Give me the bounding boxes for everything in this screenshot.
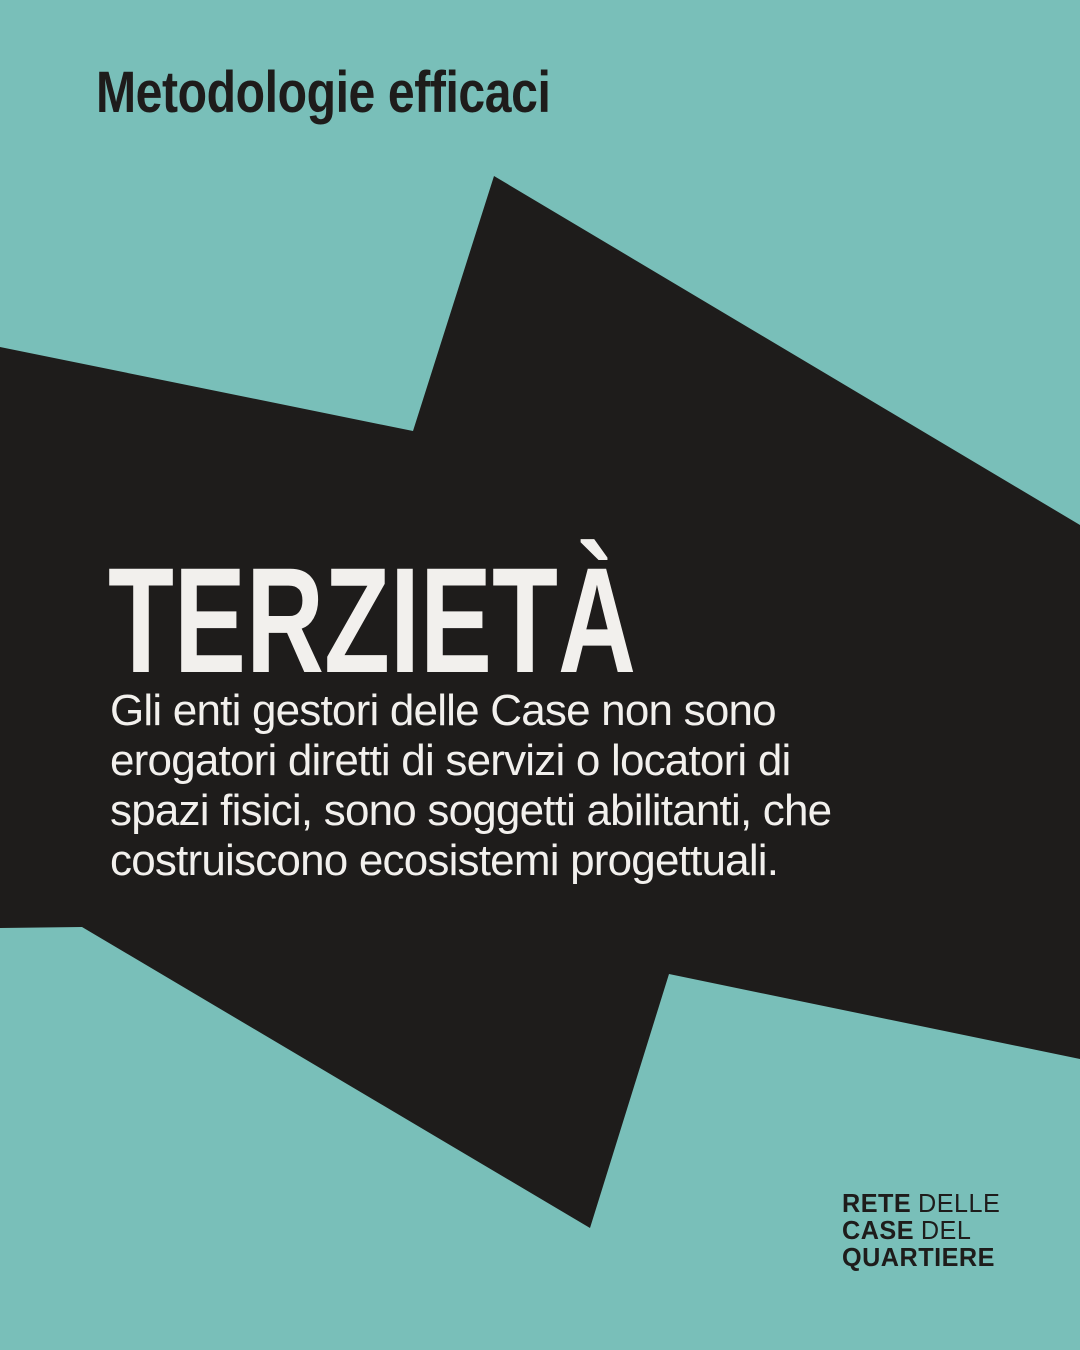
logo-word-rete: RETE <box>842 1188 912 1218</box>
body-text <box>110 686 831 886</box>
logo-line-3 <box>842 1244 1000 1271</box>
logo-word-case: CASE <box>842 1215 915 1245</box>
rete-case-del-quartiere-logo <box>842 1190 1000 1271</box>
body-line-2: erogatori diretti di servizi o locatori di <box>110 736 791 785</box>
page-title: Metodologie efficaci <box>96 60 551 125</box>
logo-line-2 <box>842 1217 1000 1244</box>
body-line-1: Gli enti gestori delle Case non sono <box>110 686 776 735</box>
body-line-4: costruiscono ecosistemi progettuali. <box>110 836 779 885</box>
logo-line-1 <box>842 1190 1000 1217</box>
logo-word-quartiere: QUARTIERE <box>842 1242 995 1272</box>
logo-word-del: DEL <box>920 1215 972 1245</box>
logo-word-delle: DELLE <box>917 1188 1001 1218</box>
body-line-3: spazi fisici, sono soggetti abilitanti, che <box>110 786 832 835</box>
main-title: TERZIETÀ <box>108 536 636 704</box>
